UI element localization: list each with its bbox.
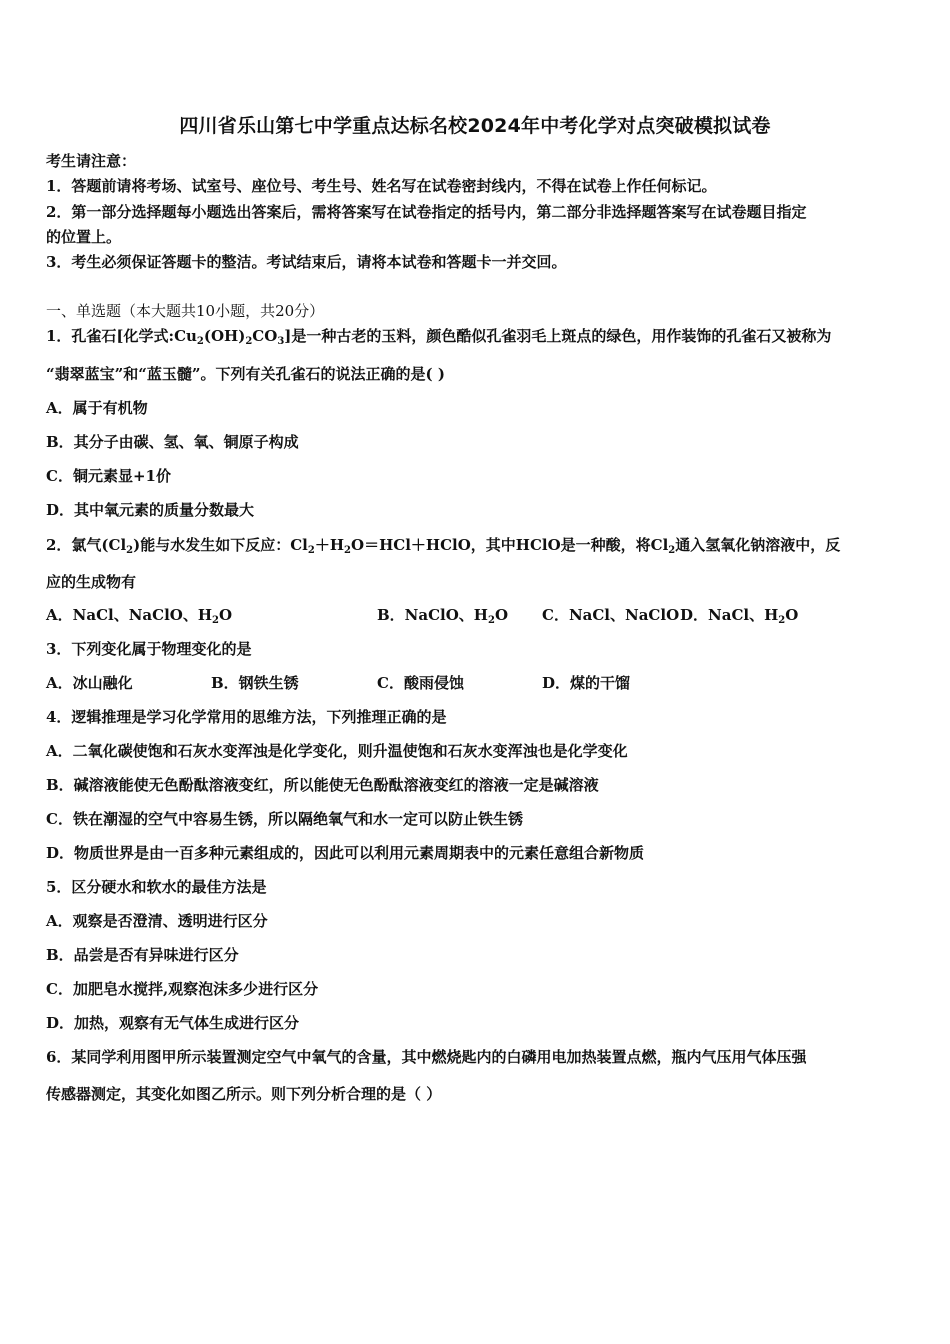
notice-heading: 考生请注意： (46, 152, 137, 170)
question-5-option-c: C．加肥皂水搅拌,观察泡沫多少进行区分 (46, 980, 319, 998)
question-5-option-d: D．加热，观察有无气体生成进行区分 (46, 1014, 300, 1032)
question-1-option-b: B．其分子由碳、氢、氧、铜原子构成 (46, 433, 299, 451)
question-1-option-a: A．属于有机物 (46, 399, 148, 417)
question-6-stem: 6．某同学利用图甲所示装置测定空气中氧气的含量，其中燃烧匙内的白磷用电加热装置点燃，瓶内气压用气体压强 (46, 1048, 807, 1066)
exam-title: 四川省乐山第七中学重点达标名校2024年中考化学对点突破模拟试卷 (179, 115, 771, 137)
question-5-option-a: A．观察是否澄清、透明进行区分 (46, 912, 268, 930)
question-2-option-b: B．NaClO、$H_2O$ (377, 606, 509, 626)
question-5-option-b: B．品尝是否有异味进行区分 (46, 946, 239, 964)
question-1-option-d: D．其中氧元素的质量分数最大 (46, 501, 255, 519)
notice-item: 1．答题前请将考场、试室号、座位号、考生号、姓名写在试卷密封线内，不得在试卷上作任何标记。 (46, 177, 717, 195)
question-2-stem-line2: 应的生成物有 (46, 573, 137, 591)
question-4-option-c: C．铁在潮湿的空气中容易生锈，所以隔绝氧气和水一定可以防止铁生锈 (46, 810, 523, 828)
question-4-option-d: D．物质世界是由一百多种元素组成的，因此可以利用元素周期表中的元素任意组合新物质 (46, 844, 645, 862)
notice-item: 3．考生必须保证答题卡的整洁。考试结束后，请将本试卷和答题卡一并交回。 (46, 253, 567, 271)
question-1-option-c: C．铜元素显+1价 (46, 467, 171, 485)
question-3-option-d: D．煤的干馏 (542, 674, 631, 692)
notice-item: 的位置上。 (46, 228, 122, 246)
question-4-option-a: A．二氧化碳使饱和石灰水变浑浊是化学变化，则升温使饱和石灰水变浑浊也是化学变化 (46, 742, 628, 760)
question-3-stem: 3．下列变化属于物理变化的是 (46, 640, 252, 658)
question-5-stem: 5．区分硬水和软水的最佳方法是 (46, 878, 267, 896)
section-heading: 一、单选题（本大题共10小题，共20分） (46, 302, 325, 320)
question-3-option-a: A．冰山融化 (46, 674, 133, 692)
question-2-stem: 2．氯气$(Cl_2)$能与水发生如下反应：$Cl_2+H_2O=HCl+HClO$，其中HClO是一种酸，将$Cl_2$通入氢氧化钠溶液中，反 (46, 536, 841, 556)
question-2-option-d: D．NaCl、$H_2O$ (680, 606, 799, 626)
question-2-option-a: A．NaCl、NaClO、$H_2O$ (46, 606, 233, 626)
question-6-stem-line2: 传感器测定，其变化如图乙所示。则下列分析合理的是（ ） (46, 1085, 442, 1103)
notice-item: 2．第一部分选择题每小题选出答案后，需将答案写在试卷指定的括号内，第二部分非选择题答案写在试卷题目指定 (46, 203, 807, 221)
question-1-stem-line2: “翡翠蓝宝”和“蓝玉髓”。下列有关孔雀石的说法正确的是( ) (46, 365, 445, 383)
question-2-option-c: C．NaCl、NaClO (542, 606, 680, 624)
question-1-stem: 1．孔雀石[化学式$:Cu_2(OH)_2CO_3$]是一种古老的玉料，颜色酷似孔雀羽毛上斑点的绿色，用作装饰的孔雀石又被称为 (46, 327, 832, 347)
question-3-option-c: C．酸雨侵蚀 (377, 674, 464, 692)
question-3-option-b: B．钢铁生锈 (211, 674, 299, 692)
question-4-option-b: B．碱溶液能使无色酚酞溶液变红，所以能使无色酚酞溶液变红的溶液一定是碱溶液 (46, 776, 599, 794)
question-4-stem: 4．逻辑推理是学习化学常用的思维方法，下列推理正确的是 (46, 708, 447, 726)
